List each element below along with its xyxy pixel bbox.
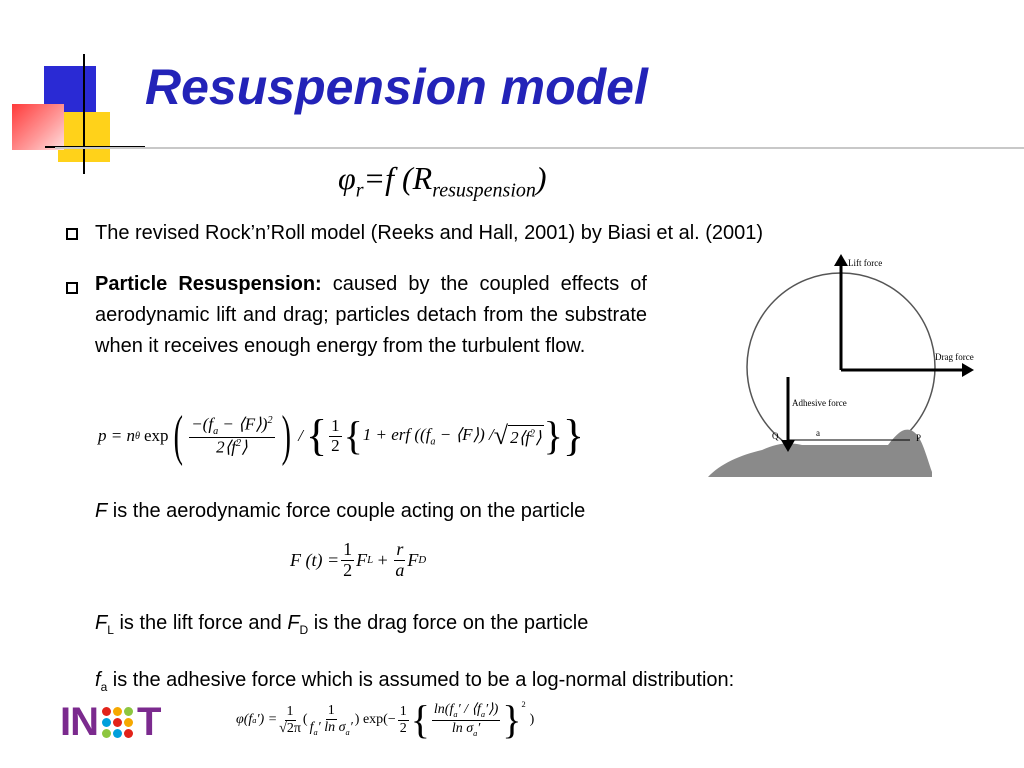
p-label: P (916, 433, 922, 443)
half-fraction: $\frac{1}{2}$ (331, 415, 340, 455)
sqrt-sign: √ (493, 421, 509, 450)
norm-fraction: $\frac{1}{√2\pi}$ (279, 704, 301, 736)
decor-vertical-line (83, 54, 85, 174)
decor-red-square (12, 104, 64, 150)
description-adhesive-force: $f_a$ is the adhesive force which is assumed to be a log-normal distribution: (95, 669, 735, 694)
brace-right: } (562, 411, 584, 460)
drag-force-label: Drag force (935, 352, 974, 362)
bullet-marker-1 (66, 228, 78, 240)
drag-arrowhead (962, 363, 974, 377)
a-label: a (816, 428, 820, 438)
paren-left: ( (173, 405, 183, 467)
logo-letters-left: IN (60, 700, 98, 744)
inv-fraction: $\frac{1}{f_a' \ln \sigma_a'}$ (309, 703, 353, 737)
brace-left-2: { (343, 413, 363, 458)
title-rule (55, 147, 1024, 149)
brace-left: { (305, 411, 328, 460)
bullet-text-1: The revised Rock’n’Roll model (Reeks and Hall, 2001) by Biasi et al. (2001) (95, 222, 764, 244)
force-half-fraction: $\frac{1}{2}$ (343, 539, 353, 580)
q-label: Q (772, 431, 779, 441)
adhesive-force-label: Adhesive force (792, 398, 847, 408)
description-lift-drag: $F_L$ is the lift force and $F_D$ is the drag force on the particle (95, 612, 589, 637)
description-aero-force: F is the aerodynamic force couple acting on the particle (95, 500, 586, 522)
lift-force-label: Lift force (848, 258, 883, 268)
log-brace-left: { (410, 697, 430, 742)
exp-half-fraction: $\frac{1}{2}$ (399, 704, 407, 736)
brace-right-2: } (543, 413, 563, 458)
exp-fraction: $\frac{-(f_a - ⟨F⟩)^2}{2⟨f^2⟩}$ (191, 414, 273, 457)
bullet-marker-2 (66, 282, 78, 294)
force-diagram (700, 250, 1000, 485)
bullet-text-2 (95, 269, 647, 362)
paren-right: ) (281, 405, 291, 467)
probability-equation: p = n θ exp ( $\frac{-(f_a - ⟨F⟩)^2}{2⟨f^2⟩}$ ) / { $\frac{1}{2}$ { 1 + erf (($f_a$ − ⟨F⟩) / √ $2⟨f^2⟩$ } } (98, 405, 584, 467)
inert-logo (60, 702, 161, 742)
substrate-surface (708, 430, 932, 477)
log-fraction: $\frac{\ln(f_a' / ⟨f_a'⟩)}{\ln \sigma_a'}$ (433, 702, 499, 738)
logo-grid-icon (102, 707, 133, 738)
bullet-2-body: caused by the coupled effects of aerodynamic lift and drag; particles detach from the substrate when it receives enough energy from the turbulent flow. (95, 273, 647, 357)
logo-letters-right: T (137, 700, 162, 744)
slide-title: Resuspension model (145, 59, 648, 115)
main-equation: $\varphi_r=f$ $(R_{resuspension})$ (338, 160, 547, 202)
log-brace-right: } (502, 697, 522, 742)
force-equation: F (t) = $\frac{1}{2}$ F L + $\frac{r}{a}$ F D (290, 539, 427, 580)
lognormal-equation: φ(f a ′) = $\frac{1}{√2\pi}$ ( $\frac{1}{f_a' \ln \sigma_a'}$ ) exp(− $\frac{1}{2}$ { $\frac{\ln(f_a' / ⟨f_a'⟩)}{\ln \sigma_a'}$ } $^2$ ) (236, 697, 535, 742)
bullet-2-heading: Particle Resuspension: (95, 273, 322, 295)
lift-arrowhead (834, 254, 848, 266)
r-over-a-fraction: $\frac{r}{a}$ (395, 539, 405, 580)
